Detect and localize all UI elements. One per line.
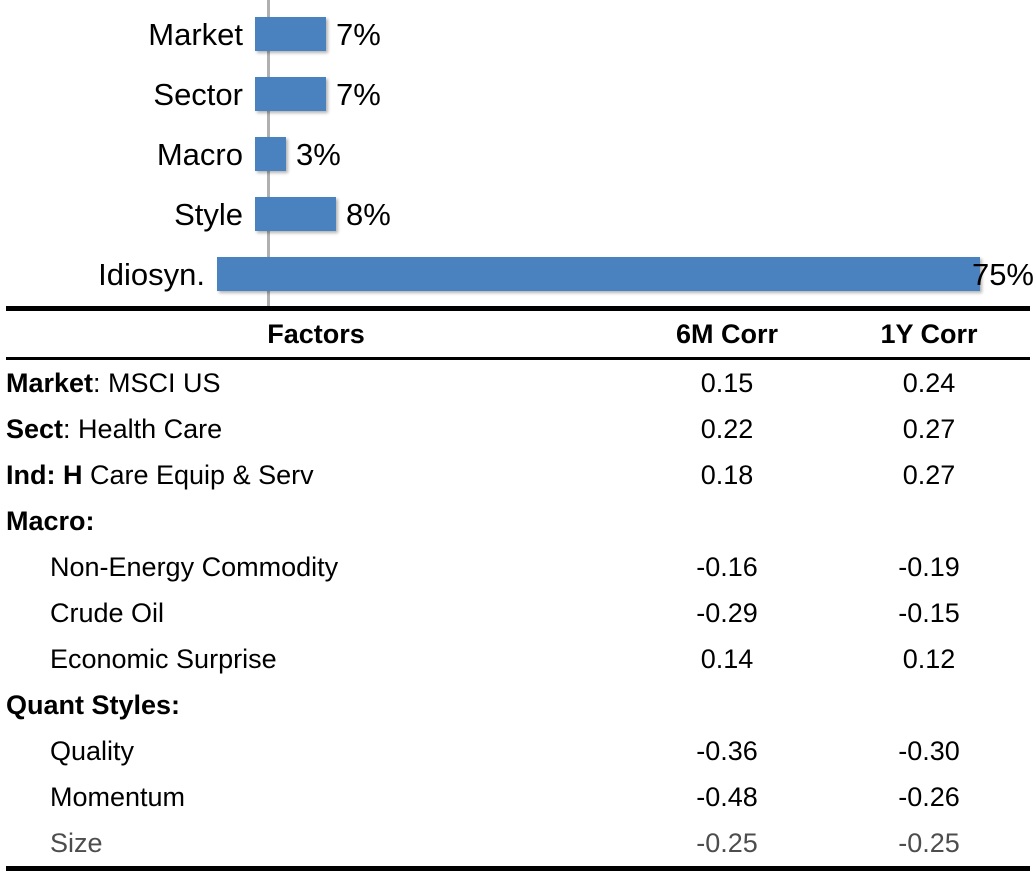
table-cell-1y-corr: -0.25 <box>898 827 960 858</box>
table-cell-factor <box>6 406 626 452</box>
table-cell-6m-corr: -0.25 <box>696 827 758 858</box>
chart-category-label: Style <box>174 196 243 232</box>
table-cell-6m-corr: 0.22 <box>700 413 754 444</box>
table-cell-6m-corr <box>626 682 828 728</box>
chart-bar-row <box>0 184 1036 244</box>
chart-bar-value-label: 7% <box>336 76 381 112</box>
chart-category-label: Sector <box>153 76 243 112</box>
table-row <box>6 590 1030 636</box>
factor-name-bold: Sect <box>6 413 64 444</box>
chart-bar-track <box>217 244 1036 304</box>
table-row <box>6 636 1030 682</box>
table-cell-6m-corr: -0.48 <box>696 781 758 812</box>
factor-name-bold: Market <box>6 367 94 398</box>
chart-bar-row <box>0 64 1036 124</box>
factor-name-rest: : MSCI US <box>93 367 221 398</box>
table-cell-1y-corr: 0.27 <box>902 459 956 490</box>
table-row <box>6 406 1030 452</box>
factor-name-rest: Economic Surprise <box>50 643 277 674</box>
table-cell-factor <box>6 359 626 407</box>
table-cell-1y-corr <box>828 498 1030 544</box>
chart-bar-track <box>255 4 1036 64</box>
table-header-row <box>6 309 1030 359</box>
chart-bar <box>255 137 286 171</box>
factor-name-rest: Quality <box>50 735 135 766</box>
table-cell-factor <box>6 682 626 728</box>
table-cell-factor <box>6 498 626 544</box>
column-header-factors: Factors <box>267 318 365 349</box>
table-cell-factor <box>6 728 626 774</box>
table-row <box>6 728 1030 774</box>
table-row <box>6 682 1030 728</box>
factor-correlation-table-wrap <box>0 306 1036 871</box>
table-cell-6m-corr: 0.15 <box>700 367 754 398</box>
chart-bar-value-label: 3% <box>296 136 341 172</box>
chart-bar <box>217 257 980 291</box>
factor-name-rest: Size <box>50 827 103 858</box>
column-header-6m-corr: 6M Corr <box>675 318 778 349</box>
chart-bar <box>255 77 326 111</box>
table-cell-1y-corr: 0.27 <box>902 413 956 444</box>
table-cell-1y-corr: 0.24 <box>902 367 956 398</box>
chart-category-label: Market <box>148 16 243 52</box>
column-header-1y-corr: 1Y Corr <box>880 318 978 349</box>
table-row <box>6 820 1030 869</box>
chart-bar-row <box>0 244 1036 304</box>
chart-bar <box>255 197 336 231</box>
factor-name-rest: Momentum <box>50 781 186 812</box>
factor-name-bold: Quant Styles: <box>6 689 181 720</box>
chart-bar-track <box>255 184 1036 244</box>
table-cell-factor <box>6 544 626 590</box>
chart-bar-row <box>0 124 1036 184</box>
table-cell-6m-corr: 0.18 <box>700 459 754 490</box>
table-cell-factor <box>6 820 626 869</box>
risk-decomposition-bar-chart <box>0 0 1036 306</box>
table-row <box>6 498 1030 544</box>
table-cell-1y-corr <box>828 682 1030 728</box>
factor-correlation-table <box>6 306 1030 871</box>
table-row <box>6 359 1030 407</box>
table-cell-6m-corr <box>626 498 828 544</box>
table-cell-factor <box>6 590 626 636</box>
chart-bar-value-label: 7% <box>336 16 381 52</box>
table-cell-6m-corr: -0.16 <box>696 551 758 582</box>
chart-bar <box>255 17 326 51</box>
chart-bar-value-label: 75% <box>971 256 1034 292</box>
chart-bar-value-label: 8% <box>346 196 391 232</box>
table-cell-1y-corr: -0.30 <box>898 735 960 766</box>
factor-name-rest: Non-Energy Commodity <box>50 551 339 582</box>
chart-bar-rows <box>0 4 1036 306</box>
table-cell-6m-corr: 0.14 <box>700 643 754 674</box>
table-row <box>6 544 1030 590</box>
factor-name-bold: Ind: H <box>6 459 83 490</box>
table-cell-factor <box>6 452 626 498</box>
factor-name-rest: Crude Oil <box>50 597 165 628</box>
chart-bar-track <box>255 124 1036 184</box>
table-cell-6m-corr: -0.36 <box>696 735 758 766</box>
table-cell-factor <box>6 774 626 820</box>
chart-category-label: Idiosyn. <box>98 256 205 292</box>
table-row <box>6 774 1030 820</box>
table-cell-factor <box>6 636 626 682</box>
chart-bar-track <box>255 64 1036 124</box>
factor-name-rest: : Health Care <box>63 413 223 444</box>
factor-name-rest: Care Equip & Serv <box>82 459 314 490</box>
table-cell-1y-corr: -0.26 <box>898 781 960 812</box>
factor-name-bold: Macro: <box>6 505 95 536</box>
table-cell-1y-corr: -0.19 <box>898 551 960 582</box>
chart-bar-row <box>0 4 1036 64</box>
table-cell-6m-corr: -0.29 <box>696 597 758 628</box>
table-cell-1y-corr: 0.12 <box>902 643 956 674</box>
table-row <box>6 452 1030 498</box>
table-cell-1y-corr: -0.15 <box>898 597 960 628</box>
chart-category-label: Macro <box>156 136 243 172</box>
table-header <box>6 309 1030 359</box>
table-body <box>6 359 1030 869</box>
